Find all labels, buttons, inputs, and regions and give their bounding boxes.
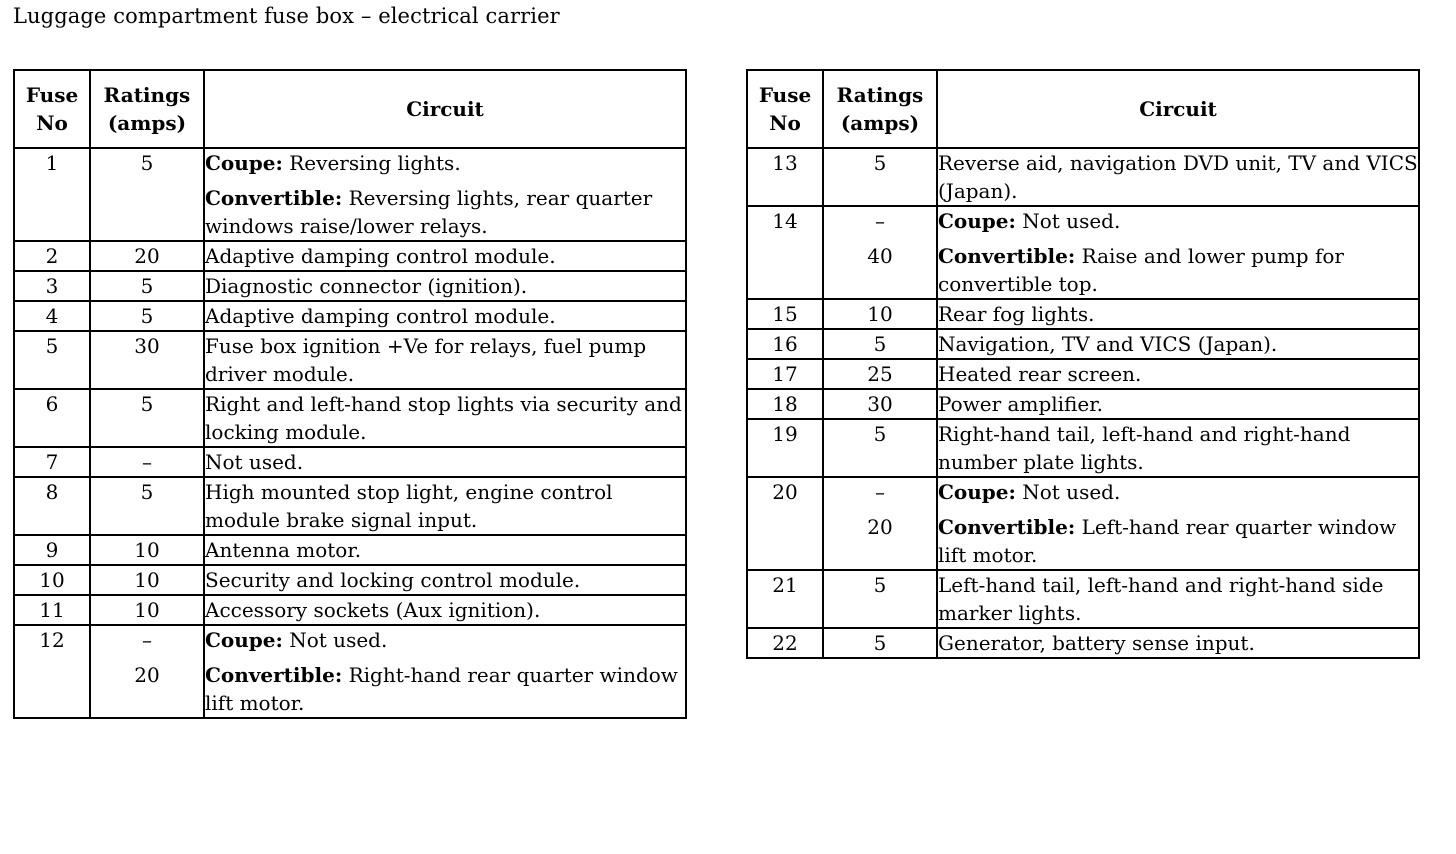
circuit-text: High mounted stop light, engine control module brake signal input. [205, 480, 613, 532]
table-row [747, 206, 1419, 299]
fuse-rating [90, 447, 204, 477]
rating-value: 40 [867, 244, 893, 268]
fuse-number: 15 [747, 299, 823, 329]
circuit-entry [938, 360, 1418, 388]
circuit-entry [205, 332, 685, 388]
rating-value: 20 [134, 244, 160, 268]
table-header-row [14, 70, 686, 148]
table-row [747, 389, 1419, 419]
fuse-number: 9 [14, 535, 90, 565]
rating-value: 25 [867, 362, 893, 386]
circuit-entry [938, 513, 1418, 569]
circuit-entry [205, 566, 685, 594]
circuit-entry [205, 184, 685, 240]
circuit-text: Not used. [282, 628, 388, 652]
circuit-variant-label: Coupe: [938, 480, 1016, 504]
fuse-number: 3 [14, 271, 90, 301]
fuse-number: 18 [747, 389, 823, 419]
table-row [14, 389, 686, 447]
fuse-rating [90, 389, 204, 447]
table-header-row [747, 70, 1419, 148]
table-row [747, 148, 1419, 206]
table-row [747, 628, 1419, 658]
circuit-text: Reverse aid, navigation DVD unit, TV and VICS (Japan). [938, 151, 1418, 203]
circuit-entry [205, 536, 685, 564]
fuse-no-header: Fuse No [14, 70, 90, 148]
fuse-rating [90, 271, 204, 301]
fuse-number: 6 [14, 389, 90, 447]
circuit-text: Power amplifier. [938, 392, 1103, 416]
rating-value: 5 [140, 304, 154, 328]
circuit-header: Circuit [937, 70, 1419, 148]
circuit-description [204, 565, 686, 595]
rating-value: 5 [873, 573, 887, 597]
rating-value: – [875, 209, 885, 233]
fuse-rating [90, 625, 204, 718]
circuit-variant-label: Convertible: [205, 186, 343, 210]
fuse-number: 5 [14, 331, 90, 389]
circuit-description [204, 595, 686, 625]
rating-value: 10 [134, 568, 160, 592]
circuit-variant-label: Coupe: [938, 209, 1016, 233]
circuit-variant-label: Convertible: [938, 515, 1076, 539]
circuit-entry [938, 571, 1418, 627]
circuit-text: Diagnostic connector (ignition). [205, 274, 528, 298]
circuit-variant-label: Coupe: [205, 151, 283, 175]
fuse-rows-right [747, 148, 1419, 658]
fuse-rating [823, 419, 937, 477]
table-row [14, 535, 686, 565]
rating-value: 5 [140, 151, 154, 175]
table-row [14, 595, 686, 625]
fuse-rating [823, 477, 937, 570]
fuse-rating [823, 206, 937, 299]
circuit-description [204, 625, 686, 718]
fuse-number: 1 [14, 148, 90, 241]
circuit-description [937, 299, 1419, 329]
circuit-entry [938, 242, 1418, 298]
circuit-text: Adaptive damping control module. [205, 244, 556, 268]
circuit-text: Not used. [205, 450, 304, 474]
circuit-variant-label: Convertible: [205, 663, 343, 687]
circuit-entry [205, 242, 685, 270]
table-row [747, 419, 1419, 477]
circuit-entry [205, 478, 685, 534]
table-row [747, 299, 1419, 329]
fuse-rating [823, 389, 937, 419]
circuit-text: Navigation, TV and VICS (Japan). [938, 332, 1278, 356]
fuse-rating [823, 570, 937, 628]
fuse-rating [90, 565, 204, 595]
circuit-description [204, 447, 686, 477]
circuit-header: Circuit [204, 70, 686, 148]
circuit-entry [205, 626, 685, 654]
circuit-text: Right and left-hand stop lights via security and locking module. [205, 392, 682, 444]
circuit-description [204, 331, 686, 389]
circuit-text: Left-hand rear quarter window lift motor. [938, 515, 1397, 567]
fuse-rating [90, 535, 204, 565]
rating-value: 5 [873, 151, 887, 175]
circuit-description [937, 570, 1419, 628]
circuit-description [204, 535, 686, 565]
fuse-table-left [13, 69, 687, 719]
circuit-text: Rear fog lights. [938, 302, 1095, 326]
fuse-rating [823, 299, 937, 329]
table-row [14, 301, 686, 331]
fuse-number: 20 [747, 477, 823, 570]
table-row [747, 477, 1419, 570]
fuse-rating [90, 241, 204, 271]
fuse-number: 17 [747, 359, 823, 389]
fuse-number: 19 [747, 419, 823, 477]
circuit-entry [205, 661, 685, 717]
fuse-rating [90, 477, 204, 535]
rating-value: 20 [867, 515, 893, 539]
circuit-entry [938, 390, 1418, 418]
circuit-text: Not used. [1015, 209, 1121, 233]
circuit-description [204, 148, 686, 241]
circuit-text: Generator, battery sense input. [938, 631, 1255, 655]
circuit-text: Security and locking control module. [205, 568, 581, 592]
circuit-description [937, 359, 1419, 389]
circuit-entry [938, 149, 1418, 205]
circuit-text: Fuse box ignition +Ve for relays, fuel pump driver module. [205, 334, 647, 386]
page-title: Luggage compartment fuse box – electrical carrier [13, 4, 560, 28]
table-row [14, 447, 686, 477]
circuit-text: Adaptive damping control module. [205, 304, 556, 328]
circuit-description [204, 477, 686, 535]
table-row [14, 148, 686, 241]
table-row [14, 331, 686, 389]
rating-value: 5 [873, 332, 887, 356]
circuit-text: Heated rear screen. [938, 362, 1142, 386]
fuse-number: 22 [747, 628, 823, 658]
rating-value: 5 [140, 274, 154, 298]
rating-value: – [142, 628, 152, 652]
circuit-entry [938, 420, 1418, 476]
rating-value: 5 [140, 480, 154, 504]
fuse-rating [823, 148, 937, 206]
circuit-description [937, 329, 1419, 359]
circuit-description [204, 389, 686, 447]
rating-value: 30 [867, 392, 893, 416]
circuit-text: Not used. [1015, 480, 1121, 504]
table-row [14, 477, 686, 535]
circuit-description [937, 477, 1419, 570]
rating-value: 5 [140, 392, 154, 416]
fuse-no-header: Fuse No [747, 70, 823, 148]
circuit-variant-label: Convertible: [938, 244, 1076, 268]
fuse-number: 2 [14, 241, 90, 271]
rating-value: 5 [873, 422, 887, 446]
circuit-description [204, 301, 686, 331]
ratings-header: Ratings (amps) [90, 70, 204, 148]
circuit-text: Antenna motor. [205, 538, 362, 562]
fuse-number: 13 [747, 148, 823, 206]
fuse-table-right [746, 69, 1420, 659]
fuse-rating [90, 595, 204, 625]
fuse-number: 11 [14, 595, 90, 625]
rating-value: 10 [134, 598, 160, 622]
rating-value: 10 [867, 302, 893, 326]
circuit-text: Left-hand tail, left-hand and right-hand side marker lights. [938, 573, 1384, 625]
circuit-description [937, 628, 1419, 658]
table-row [747, 329, 1419, 359]
circuit-description [937, 206, 1419, 299]
rating-value: – [875, 480, 885, 504]
circuit-variant-label: Coupe: [205, 628, 283, 652]
circuit-entry [205, 390, 685, 446]
rating-value: 30 [134, 334, 160, 358]
rating-value: 10 [134, 538, 160, 562]
circuit-description [204, 241, 686, 271]
table-row [14, 625, 686, 718]
circuit-text: Reversing lights. [282, 151, 461, 175]
circuit-text: Raise and lower pump for convertible top. [938, 244, 1344, 296]
fuse-rating [823, 359, 937, 389]
rating-value: – [142, 450, 152, 474]
circuit-entry [938, 629, 1418, 657]
circuit-text: Accessory sockets (Aux ignition). [205, 598, 541, 622]
fuse-rating [823, 628, 937, 658]
table-row [747, 359, 1419, 389]
circuit-entry [938, 330, 1418, 358]
circuit-entry [205, 596, 685, 624]
circuit-text: Right-hand rear quarter window lift motor. [205, 663, 678, 715]
fuse-number: 14 [747, 206, 823, 299]
fuse-number: 12 [14, 625, 90, 718]
circuit-description [204, 271, 686, 301]
circuit-entry [938, 300, 1418, 328]
circuit-entry [205, 302, 685, 330]
fuse-number: 21 [747, 570, 823, 628]
circuit-entry [205, 272, 685, 300]
circuit-text: Right-hand tail, left-hand and right-hand number plate lights. [938, 422, 1351, 474]
fuse-number: 4 [14, 301, 90, 331]
fuse-number: 7 [14, 447, 90, 477]
table-row [14, 241, 686, 271]
circuit-text: Reversing lights, rear quarter windows raise/lower relays. [205, 186, 653, 238]
circuit-entry [205, 448, 685, 476]
table-row [14, 565, 686, 595]
fuse-rating [90, 148, 204, 241]
circuit-entry [205, 149, 685, 177]
fuse-number: 8 [14, 477, 90, 535]
fuse-number: 10 [14, 565, 90, 595]
circuit-description [937, 419, 1419, 477]
fuse-number: 16 [747, 329, 823, 359]
circuit-entry [938, 478, 1418, 506]
circuit-entry [938, 207, 1418, 235]
fuse-rating [823, 329, 937, 359]
rating-value: 20 [134, 663, 160, 687]
table-row [14, 271, 686, 301]
circuit-description [937, 389, 1419, 419]
table-row [747, 570, 1419, 628]
circuit-description [937, 148, 1419, 206]
ratings-header: Ratings (amps) [823, 70, 937, 148]
fuse-rows-left [14, 148, 686, 718]
fuse-rating [90, 301, 204, 331]
rating-value: 5 [873, 631, 887, 655]
fuse-rating [90, 331, 204, 389]
